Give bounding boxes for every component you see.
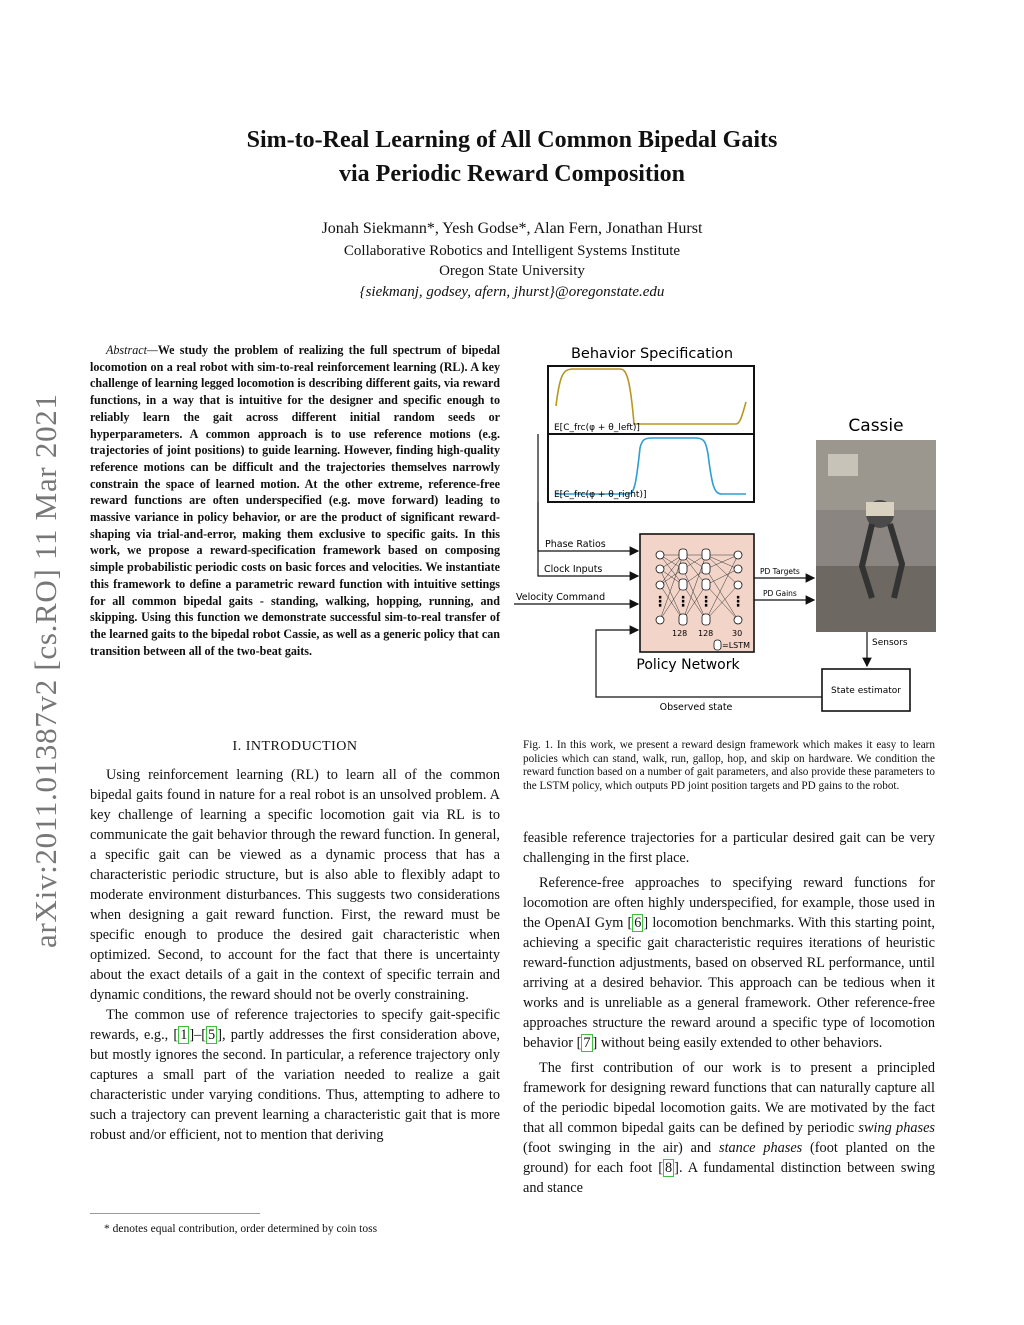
- svg-text:⋮: ⋮: [699, 594, 713, 610]
- arxiv-identifier: arXiv:2011.01387v2 [cs.RO] 11 Mar 2021: [28, 393, 63, 948]
- layer-size-1: 128: [672, 629, 688, 638]
- behavior-spec-title: Behavior Specification: [570, 346, 734, 362]
- cassie-label: Cassie: [848, 416, 904, 436]
- authors: Jonah Siekmann*, Yesh Godse*, Alan Fern, Jonathan Hurst: [321, 220, 703, 237]
- svg-text:⋮: ⋮: [653, 594, 667, 610]
- citation-link[interactable]: 5: [208, 1027, 216, 1043]
- right-paragraph-3: The first contribution of our work is to present a principled framework for designing reward functions that can naturally capture all of the periodic bipedal locomotion gaits. We are motivated by the fact that all common bipedal gaits can be defined by periodic swing phases (foot swinging in the air) and stance phases (foot planted on the ground) for each foot [ 8 ]. A fundamental distinction between swing and stance: [523, 1060, 936, 1196]
- citation-link[interactable]: 1: [180, 1027, 188, 1043]
- sensors-label: Sensors: [872, 638, 908, 648]
- layer-size-3: 30: [732, 629, 743, 638]
- abstract: [90, 342, 500, 659]
- author-emails: {siekmanj, godsey, afern, jhurst}@oregonstate.edu: [359, 284, 665, 300]
- observed-state-label: Observed state: [659, 702, 733, 713]
- citation-link[interactable]: 8: [665, 1160, 673, 1176]
- pd-gains-label: PD Gains: [763, 589, 797, 598]
- svg-text:⋮: ⋮: [676, 594, 690, 610]
- intro-paragraph-1: Using reinforcement learning (RL) to learn all of the common bipedal gaits found in nature for a real robot is an unsolved problem. A key challenge of learning a specific locomotion gait via RL is to communicate the gait behavior through the reward function. In general, a specific gait can be viewed as a dynamic process that has a characteristic periodic structure, but is also able to flexibly adapt to moderate environment disturbances. This suggests two considerations when designing a gait reward function. First, the reward must be specific enough to produce the desired gait characteristic when optimized. Second, to account for the fact that there is uncertainty about the exact details of a gait in the context of specific terrain and dynamic conditions, the reward should not be overly constraining.: [90, 767, 500, 1003]
- phase-ratios-label: Phase Ratios: [545, 539, 606, 550]
- right-paragraph-2: Reference-free approaches to specifying reward functions for locomotion are often highly underspecified, for example, those used in the OpenAI Gym [ 6 ] locomotion benchmarks. With this starting point, achieving a specific gait characteristic requires iterations of heuristic reward-function adjustments, based on observed RL performance, until arriving at a desired behavior. This approach can be tedious when it works and is unreliable as a general framework. Other reference-free approaches structure the reward around a specific type of locomotion behavior [ 7 ] without being easily extended to other behaviors.: [523, 875, 935, 1051]
- velocity-command-label: Velocity Command: [516, 592, 606, 603]
- intro-left-column: [90, 765, 500, 1145]
- paper-title-line-1: Sim-to-Real Learning of All Common Bipedal Gaits: [246, 127, 778, 153]
- abstract-text: We study the problem of realizing the full spectrum of bipedal locomotion on a real robot with sim-to-real reinforcement learning (RL). A key challenge of learning legged locomotion is describing different gaits, via reward functions, in a way that is intuitive for the designer and specific enough to reliably learn the gait across different initial random seeds or hyperparameters. A common approach is to use reference motions (e.g. trajectories of joint positions) to guide learning. However, finding high-quality reference motions can be difficult and the trajectories themselves narrowly constrain the space of learned motion. At the other extreme, reference-free reward functions are often underspecified (e.g. move forward) leading to massive variance in policy behavior, or are the product of significant reward-shaping via trial-and-error, making them exclusive to specific gaits. In this work, we propose a reward-specification framework based on composing simple probabilistic periodic costs on basic forces and velocities. We instantiate this framework to define a parametric reward function with intuitive settings for all common bipedal gaits - standing, walking, hopping, running, and skipping. Using this function we demonstrate successful sim-to-real transfer of the learned gaits to the bipedal robot Cassie, as well as a generic policy that can transition between all of the two-beat gaits.: [90, 343, 500, 658]
- footnote: * denotes equal contribution, order determined by coin toss: [104, 1223, 378, 1235]
- section-heading-introduction: I. INTRODUCTION: [232, 739, 358, 754]
- svg-text:⋮: ⋮: [731, 594, 745, 610]
- state-estimator-label: State estimator: [831, 686, 901, 696]
- footnote-rule: [90, 1213, 260, 1214]
- figure-1-diagram: [510, 336, 950, 720]
- university: Oregon State University: [439, 263, 585, 279]
- pd-targets-label: PD Targets: [760, 567, 800, 576]
- affiliation: Collaborative Robotics and Intelligent Systems Institute: [343, 243, 681, 259]
- lstm-legend-icon: [714, 640, 721, 650]
- layer-size-2: 128: [698, 629, 714, 638]
- intro-right-column: [523, 828, 935, 1198]
- paper-title-line-2: via Periodic Reward Composition: [339, 161, 685, 187]
- left-expectation-label: E[C_frc(φ + θ_left)]: [554, 423, 640, 433]
- right-expectation-label: E[C_frc(φ + θ_right)]: [554, 490, 647, 500]
- figure-1-caption: Fig. 1. In this work, we present a reward design framework which makes it easy to learn policies which can stand, walk, run, gallop, hop, and skip on hardware. We condition the reward function based on a number of gait parameters, and also provide these parameters to the LSTM policy, which outputs PD joint position targets and PD gains to the robot.: [523, 739, 935, 792]
- clock-inputs-label: Clock Inputs: [544, 564, 603, 575]
- right-paragraph-1: feasible reference trajectories for a particular desired gait can be very challenging in the first place.: [523, 830, 935, 866]
- intro-paragraph-2: The common use of reference trajectories to specify gait-specific rewards, e.g., [ 1 ]–[ 5 ], partly addresses the first consideration above, but mostly ignores the second. In particular, a reference trajectory only captures a small part of the variation needed to realize a gait characteristic under varying conditions. Thus, attempting to adhere to such a trajectory can prevent learning a characteristic gait that is more robust and/or efficient, not to mention that deriving: [90, 1007, 500, 1143]
- lstm-legend-text: =LSTM: [722, 641, 751, 650]
- citation-link[interactable]: 6: [634, 915, 642, 931]
- abstract-label: Abstract—: [106, 343, 158, 357]
- citation-link[interactable]: 7: [583, 1035, 591, 1051]
- policy-network-label: Policy Network: [636, 657, 740, 673]
